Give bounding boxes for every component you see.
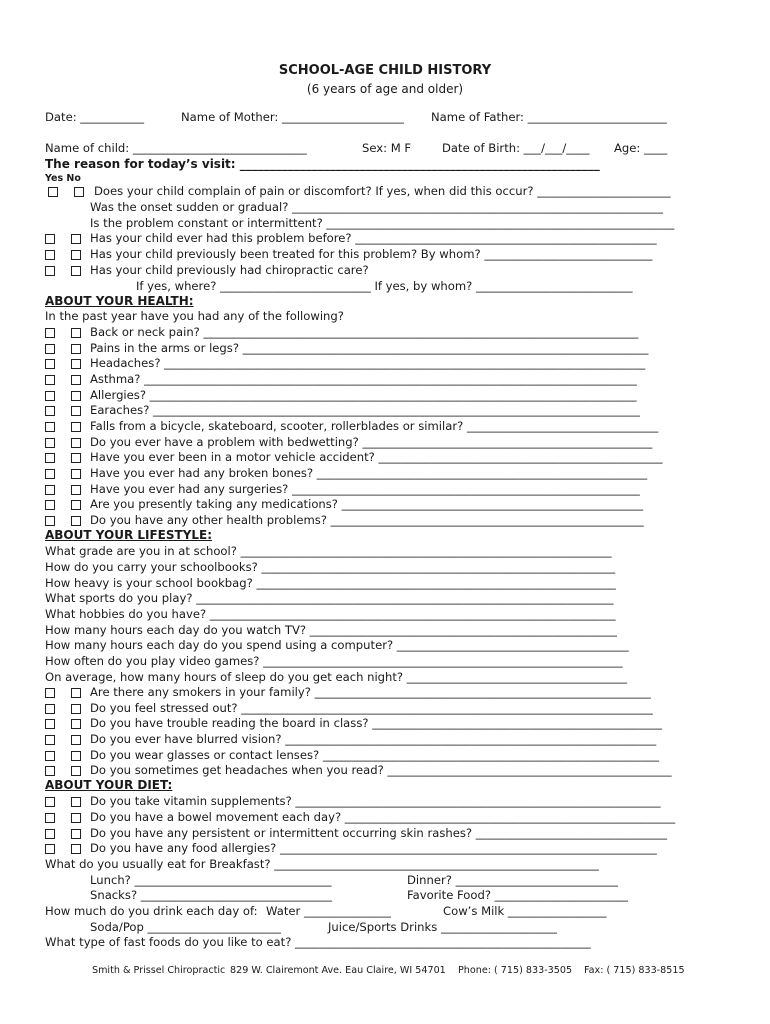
health-intro: In the past year have you had any of the following? <box>45 309 344 323</box>
health-item[interactable]: Pains in the arms or legs? ______________________________________________________________________ <box>90 341 649 355</box>
health-yes-checkbox[interactable] <box>45 485 55 495</box>
lifestyle-question[interactable]: How heavy is your school bookbag? ______________________________________________________________ <box>45 576 616 590</box>
breakfast-field[interactable]: What do you usually eat for Breakfast? ________________________________________________________ <box>45 857 599 871</box>
lifestyle-question[interactable]: How do you carry your schoolbooks? _____________________________________________________________ <box>45 560 616 574</box>
diet-no-checkbox[interactable] <box>71 797 81 807</box>
lifestyle-item[interactable]: Are there any smokers in your family? __________________________________________________________ <box>90 685 651 699</box>
lifestyle-question[interactable]: How many hours each day do you watch TV? _____________________________________________________ <box>45 623 617 637</box>
health-item[interactable]: Do you have any other health problems? ______________________________________________________ <box>90 513 644 527</box>
lifestyle-item[interactable]: Do you ever have blurred vision? ________________________________________________________________ <box>90 732 657 746</box>
health-item[interactable]: Falls from a bicycle, skateboard, scooter, rollerblades or similar? _________________________________ <box>90 419 659 433</box>
lifestyle-no-checkbox[interactable] <box>71 704 81 714</box>
yes-no-header: Yes No <box>45 173 81 184</box>
lifestyle-yes-checkbox[interactable] <box>45 719 55 729</box>
visit-reason-field[interactable]: The reason for today’s visit: ____________________________________________________________ <box>45 157 600 171</box>
health-yes-checkbox[interactable] <box>45 516 55 526</box>
before-no-checkbox[interactable] <box>71 234 81 244</box>
constant-question[interactable]: Is the problem constant or intermittent? ____________________________________________________________ <box>90 216 675 230</box>
onset-question[interactable]: Was the onset sudden or gradual? ________________________________________________________________ <box>90 200 664 214</box>
health-yes-checkbox[interactable] <box>45 344 55 354</box>
lifestyle-yes-checkbox[interactable] <box>45 766 55 776</box>
health-no-checkbox[interactable] <box>71 453 81 463</box>
lifestyle-question[interactable]: What grade are you in at school? ________________________________________________________________ <box>45 544 612 558</box>
juice-field[interactable]: Juice/Sports Drinks ____________________ <box>328 920 557 934</box>
chiro-question[interactable]: Has your child previously had chiropractic care? <box>90 263 369 277</box>
diet-yes-checkbox[interactable] <box>45 844 55 854</box>
had-before-question[interactable]: Has your child ever had this problem before? ____________________________________________________ <box>90 231 657 245</box>
health-yes-checkbox[interactable] <box>45 438 55 448</box>
complaint-yes-checkbox[interactable] <box>48 187 58 197</box>
health-yes-checkbox[interactable] <box>45 406 55 416</box>
diet-item[interactable]: Do you take vitamin supplements? _______________________________________________________________ <box>90 794 661 808</box>
health-no-checkbox[interactable] <box>71 516 81 526</box>
treated-question[interactable]: Has your child previously been treated for this problem? By whom? _____________________________ <box>90 247 653 261</box>
chiro-yes-checkbox[interactable] <box>45 266 55 276</box>
diet-yes-checkbox[interactable] <box>45 829 55 839</box>
clinic-address: 829 W. Clairemont Ave. Eau Claire, WI 54701 <box>230 965 446 976</box>
health-yes-checkbox[interactable] <box>45 453 55 463</box>
health-yes-checkbox[interactable] <box>45 391 55 401</box>
lifestyle-item[interactable]: Do you sometimes get headaches when you read? _________________________________________________ <box>90 763 672 777</box>
snacks-field[interactable]: Snacks? _________________________________ <box>90 888 333 902</box>
health-no-checkbox[interactable] <box>71 500 81 510</box>
diet-item[interactable]: Do you have any persistent or intermittent occurring skin rashes? _________________________________ <box>90 826 668 840</box>
fast-food-field[interactable]: What type of fast foods do you like to eat? ___________________________________________________ <box>45 935 591 949</box>
lifestyle-item[interactable]: Do you have trouble reading the board in class? __________________________________________________ <box>90 716 663 730</box>
treated-yes-checkbox[interactable] <box>45 250 55 260</box>
lifestyle-yes-checkbox[interactable] <box>45 688 55 698</box>
lunch-field[interactable]: Lunch? __________________________________ <box>90 873 332 887</box>
health-no-checkbox[interactable] <box>71 375 81 385</box>
lifestyle-yes-checkbox[interactable] <box>45 751 55 761</box>
lifestyle-yes-checkbox[interactable] <box>45 735 55 745</box>
sex-field[interactable]: Sex: M F <box>362 141 412 155</box>
lifestyle-item[interactable]: Do you wear glasses or contact lenses? __________________________________________________________ <box>90 748 660 762</box>
favorite-food-field[interactable]: Favorite Food? _______________________ <box>407 888 628 902</box>
lifestyle-yes-checkbox[interactable] <box>45 704 55 714</box>
health-yes-checkbox[interactable] <box>45 375 55 385</box>
age-field[interactable]: Age: ____ <box>614 141 668 155</box>
lifestyle-no-checkbox[interactable] <box>71 751 81 761</box>
child-name-field[interactable]: Name of child: ______________________________ <box>45 141 307 155</box>
health-item[interactable]: Headaches? ___________________________________________________________________________________ <box>90 356 646 370</box>
health-item[interactable]: Asthma? _____________________________________________________________________________________ <box>90 372 637 386</box>
clinic-phone: Phone: ( 715) 833-3505 <box>458 965 573 976</box>
lifestyle-question[interactable]: What hobbies do you have? ______________________________________________________________________ <box>45 607 616 621</box>
lifestyle-no-checkbox[interactable] <box>71 719 81 729</box>
father-name-field[interactable]: Name of Father: ________________________ <box>431 110 667 124</box>
health-no-checkbox[interactable] <box>71 469 81 479</box>
date-field[interactable]: Date: ___________ <box>45 110 145 124</box>
health-no-checkbox[interactable] <box>71 344 81 354</box>
milk-field[interactable]: Cow’s Milk _________________ <box>443 904 607 918</box>
health-item[interactable]: Back or neck pain? ___________________________________________________________________________ <box>90 325 639 339</box>
health-no-checkbox[interactable] <box>71 391 81 401</box>
health-no-checkbox[interactable] <box>71 359 81 369</box>
lifestyle-question[interactable]: On average, how many hours of sleep do you get each night? ______________________________________ <box>45 670 628 684</box>
dinner-field[interactable]: Dinner? ____________________________ <box>407 873 618 887</box>
chiro-no-checkbox[interactable] <box>71 266 81 276</box>
diet-no-checkbox[interactable] <box>71 829 81 839</box>
mother-name-field[interactable]: Name of Mother: _____________________ <box>181 110 404 124</box>
lifestyle-no-checkbox[interactable] <box>71 688 81 698</box>
lifestyle-question[interactable]: How often do you play video games? ______________________________________________________________ <box>45 654 623 668</box>
health-yes-checkbox[interactable] <box>45 469 55 479</box>
health-yes-checkbox[interactable] <box>45 328 55 338</box>
diet-yes-checkbox[interactable] <box>45 813 55 823</box>
health-item[interactable]: Earaches? ____________________________________________________________________________________ <box>90 403 640 417</box>
clinic-name: Smith & Prissel Chiropractic <box>92 965 226 976</box>
health-item[interactable]: Are you presently taking any medications? ____________________________________________________ <box>90 497 644 511</box>
health-no-checkbox[interactable] <box>71 422 81 432</box>
lifestyle-no-checkbox[interactable] <box>71 735 81 745</box>
health-item[interactable]: Have you ever had any surgeries? ____________________________________________________________ <box>90 482 640 496</box>
health-item[interactable]: Do you ever have a problem with bedwetting? __________________________________________________ <box>90 435 653 449</box>
health-no-checkbox[interactable] <box>71 406 81 416</box>
diet-no-checkbox[interactable] <box>71 844 81 854</box>
health-yes-checkbox[interactable] <box>45 422 55 432</box>
health-item[interactable]: Allergies? ____________________________________________________________________________________ <box>90 388 637 402</box>
complaint-question[interactable]: Does your child complain of pain or discomfort? If yes, when did this occur? _______________________ <box>94 184 671 198</box>
treated-no-checkbox[interactable] <box>71 250 81 260</box>
health-no-checkbox[interactable] <box>71 438 81 448</box>
complaint-no-checkbox[interactable] <box>74 187 84 197</box>
drink-label: How much do you drink each day of: <box>45 904 258 918</box>
lifestyle-no-checkbox[interactable] <box>71 766 81 776</box>
lifestyle-question[interactable]: How many hours each day do you spend using a computer? ________________________________________ <box>45 638 629 652</box>
health-heading: ABOUT YOUR HEALTH: <box>45 294 194 308</box>
before-yes-checkbox[interactable] <box>45 234 55 244</box>
diet-no-checkbox[interactable] <box>71 813 81 823</box>
diet-item[interactable]: Do you have a bowel movement each day? _________________________________________________________ <box>90 810 676 824</box>
soda-field[interactable]: Soda/Pop _______________________ <box>90 920 281 934</box>
health-item[interactable]: Have you ever been in a motor vehicle accident? _________________________________________________ <box>90 450 663 464</box>
health-yes-checkbox[interactable] <box>45 359 55 369</box>
chiro-where-field[interactable]: If yes, where? __________________________ If yes, by whom? ___________________________ <box>136 279 633 293</box>
form-title: SCHOOL-AGE CHILD HISTORY <box>278 63 492 78</box>
form-subtitle: (6 years of age and older) <box>306 82 464 96</box>
health-no-checkbox[interactable] <box>71 485 81 495</box>
water-field[interactable]: Water _______________ <box>266 904 391 918</box>
diet-yes-checkbox[interactable] <box>45 797 55 807</box>
lifestyle-item[interactable]: Do you feel stressed out? _______________________________________________________________________ <box>90 701 653 715</box>
health-yes-checkbox[interactable] <box>45 500 55 510</box>
lifestyle-question[interactable]: What sports do you play? ________________________________________________________________________ <box>45 591 614 605</box>
clinic-fax: Fax: ( 715) 833-8515 <box>584 965 685 976</box>
lifestyle-heading: ABOUT YOUR LIFESTYLE: <box>45 528 213 542</box>
dob-field[interactable]: Date of Birth: ___/___/____ <box>442 141 590 155</box>
diet-heading: ABOUT YOUR DIET: <box>45 778 173 792</box>
health-item[interactable]: Have you ever had any broken bones? _________________________________________________________ <box>90 466 648 480</box>
diet-item[interactable]: Do you have any food allergies? _________________________________________________________________ <box>90 841 657 855</box>
health-no-checkbox[interactable] <box>71 328 81 338</box>
